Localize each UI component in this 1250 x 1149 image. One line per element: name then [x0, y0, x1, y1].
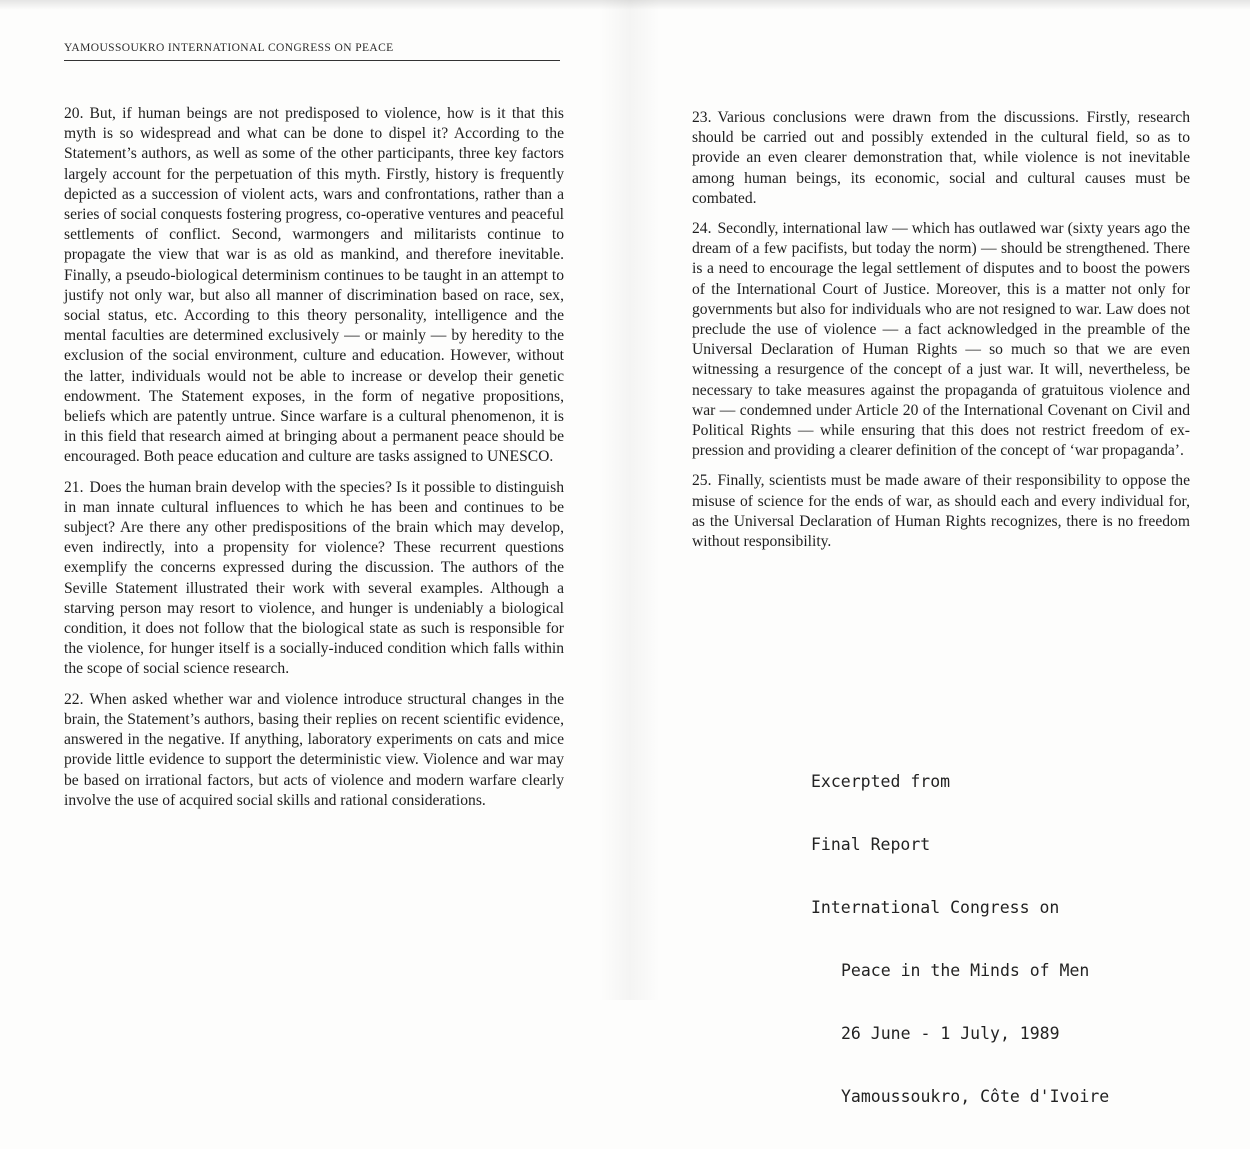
running-head: YAMOUSSOUKRO INTERNATIONAL CONGRESS ON PEACE — [64, 42, 560, 61]
page-gutter — [600, 0, 660, 1000]
excerpt-line: Excerpted from — [811, 772, 951, 791]
paragraph-text: Various conclusions were drawn from the discussions. Firstly, research should be carried out and possibly extended in the cultural field, so as to provide an even clearer demonstration that, while violence is not inevitable among human beings, its economic, social and cultural causes must be combated. — [692, 109, 1190, 207]
paragraph-22 — [64, 690, 564, 811]
paragraph-25 — [692, 471, 1190, 552]
excerpt-source-note — [811, 729, 1109, 1149]
paragraph-23 — [692, 108, 1190, 209]
paragraph-number: 22. — [64, 690, 84, 708]
paragraph-number: 23. — [692, 109, 712, 126]
paragraph-number: 24. — [692, 220, 712, 238]
paragraph-text: Secondly, international law — which has outlawed war (sixty years ago the dream of a few pacifists, but today the norm) — should be strengthened. There is a need to encourage the legal settlement of disputes and to boost the powers of the International Court of Justice. Moreover, this is a matter not only for governments but also for individuals who are not resigned to war. Law does not preclude the use of violence — a fact acknowledged in the preamble of the Universal Declaration of Human Rights — so much so that we are even witnessing a resurgence of the concept of a just war. It will, nevertheless, be necessary to take measures against the propaganda of gratuitous violence and war — condemned under Article 20 of the International Covenant on Civil and Political Rights — while ensuring that this does not restrict freedom of expression and providing a clearer definition of the concept of ‘war propaganda’. — [692, 220, 1190, 460]
paragraph-text: Does the human brain develop with the species? Is it possible to distinguish in man innate cultural influences to which he has been and continues to be subject? Are there any other predispositions of the brain which may develop, even indirectly, into a propensity for violence? These recurrent questions exemplify the concerns expressed during the discussion. The authors of the Seville Statement illustrated their work with several examples. Although a starving person may resort to violence, and hunger is undeniably a biological condition, it does not follow that the biological state as such is responsible for the violence, for hunger itself is a socially-induced condition which falls within the scope of social science research. — [64, 478, 564, 678]
excerpt-line: Yamoussoukro, Côte d'Ivoire — [841, 1087, 1110, 1106]
paragraph-20 — [64, 104, 564, 468]
left-page-column — [64, 104, 564, 821]
paragraph-text: When asked whether war and violence introduce structural changes in the brain, the Statement’s authors, basing their replies on recent scientific evidence, answered in the negative. If anything, laboratory experiments on cats and mice provide little evidence to support the deterministic view. Violence and war may be based on irrational factors, but acts of violence and modern warfare clearly involve the use of acquired social skills and rational considerations. — [64, 690, 564, 809]
paragraph-text: Finally, scientists must be made aware of their responsibility to oppose the misuse of science for the ends of war, as should each and every individual for, as the Universal Declaration of Human Rights recognizes, there is no freedom without responsibility. — [692, 472, 1190, 551]
excerpt-line: 26 June - 1 July, 1989 — [841, 1024, 1060, 1043]
paragraph-24 — [692, 219, 1190, 461]
right-page-column — [692, 108, 1190, 562]
excerpt-line: Final Report — [811, 835, 931, 854]
paragraph-number: 20. — [64, 105, 84, 122]
paragraph-number: 21. — [64, 478, 84, 496]
paragraph-text: But, if human beings are not predisposed to violence, how is it that this myth is so widespread and what can be done to dispel it? According to the Statement’s authors, as well as some of the other participants, three key factors largely account for the perpetuation of this myth. Firstly, history is frequently depicted as a succession of violent acts, wars and confrontations, rather than a series of social conquests fostering progress, co-operative ventures and peaceful settlements of conflict. Second, warmongers and militarists continue to propagate the view that war is as old as mankind, and therefore inevitable. Finally, a pseudo-biological determinism continues to be taught in an attempt to justify not only war, but also all manner of discrimination based on race, sex, social status, etc. According to this theory personality, intelligence and the mental faculties are determined exclusively — or mainly — by heredity to the exclusion of the social environment, culture and education. However, without the latter, individuals would not be able to increase or develop their genetic endowment. The Statement exposes, in the form of negative propositions, beliefs which are patently untrue. Since warfare is a cultural phenomenon, it is in this field that research aimed at bringing about a permanent peace should be encouraged. Both peace education and culture are tasks assigned to UNESCO. — [64, 105, 564, 466]
paragraph-21 — [64, 478, 564, 680]
excerpt-line: International Congress on — [811, 898, 1060, 917]
excerpt-line: Peace in the Minds of Men — [841, 961, 1090, 980]
paragraph-number: 25. — [692, 472, 712, 490]
